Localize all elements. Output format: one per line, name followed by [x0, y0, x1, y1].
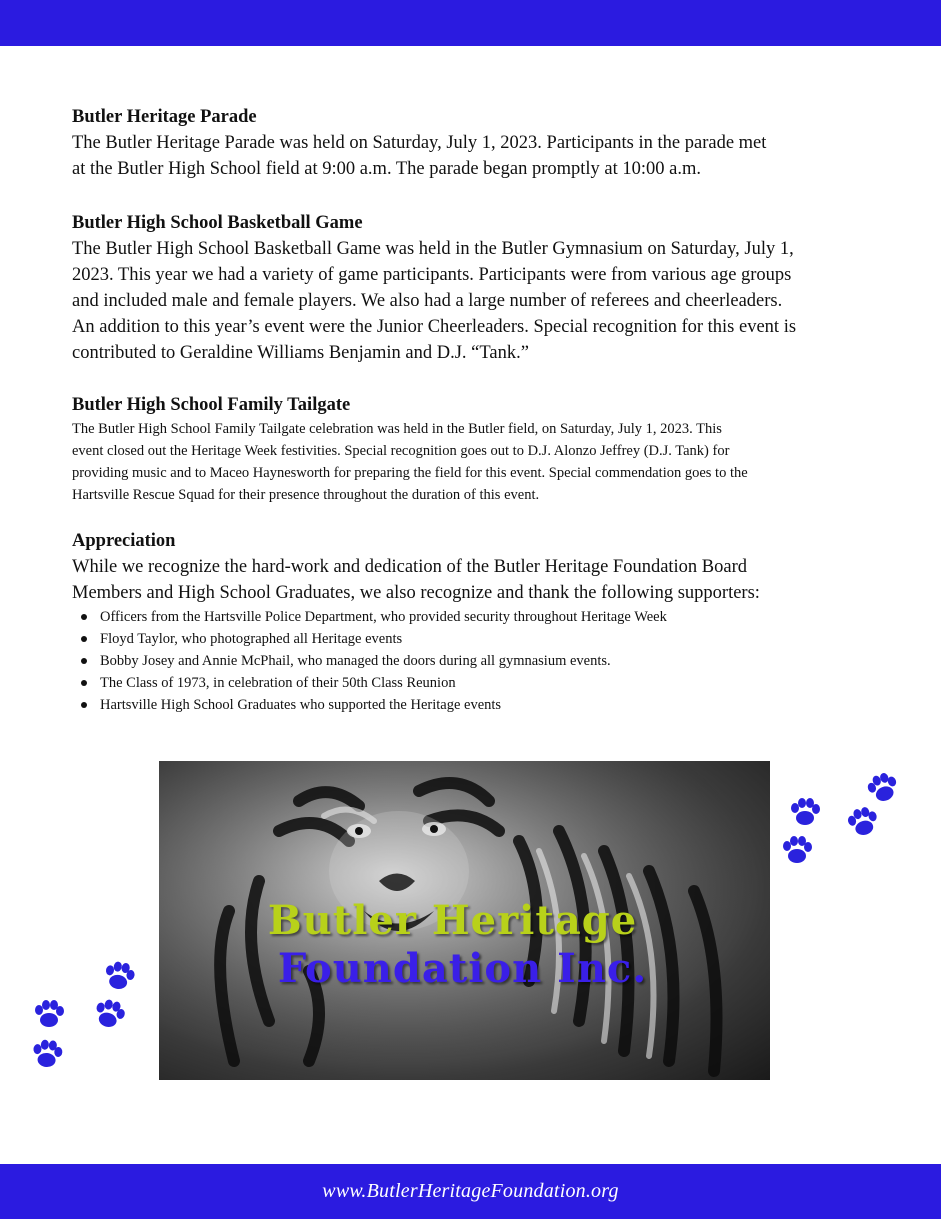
banner-title-line-1: Butler Heritage — [267, 897, 638, 944]
supporter-text: The Class of 1973, in celebration of their 50th Class Reunion — [100, 675, 456, 691]
bullet-icon — [81, 658, 87, 664]
list-item — [72, 606, 872, 628]
tailgate-heading: Butler High School Family Tailgate — [72, 395, 351, 415]
supporters-list — [72, 606, 872, 716]
list-item — [72, 628, 872, 650]
parade-line-2: at the Butler High School field at 9:00 a.m. The parade began promptly at 10:00 a.m. — [72, 159, 702, 179]
tailgate-line-1: The Butler High School Family Tailgate celebration was held in the Butler field, on Saturday, July 1, 2023. This — [72, 421, 722, 437]
paw-print-icon — [92, 998, 126, 1032]
banner-title-line-2: Foundation Inc. — [277, 945, 648, 992]
paw-print-icon — [846, 806, 880, 840]
supporter-text: Bobby Josey and Annie McPhail, who managed the doors during all gymnasium events. — [100, 653, 611, 669]
basketball-line-4: An addition to this year’s event were the Junior Cheerleaders. Special recognition for this event is — [72, 317, 797, 337]
bullet-icon — [81, 702, 87, 708]
tailgate-line-4: Hartsville Rescue Squad for their presence throughout the duration of this event. — [72, 487, 540, 503]
paw-print-icon — [32, 998, 66, 1032]
parade-line-1: The Butler Heritage Parade was held on Saturday, July 1, 2023. Participants in the parade met — [72, 133, 767, 153]
bullet-icon — [81, 680, 87, 686]
newsletter-content — [72, 104, 872, 716]
paw-print-icon — [788, 796, 822, 830]
list-item — [72, 672, 872, 694]
tiger-banner-image — [159, 761, 770, 1080]
footer-bar — [0, 1164, 941, 1219]
tailgate-line-2: event closed out the Heritage Week festivities. Special recognition goes out to D.J. Alonzo Jeffrey (D.J. Tank) for — [72, 443, 730, 459]
basketball-line-1: The Butler High School Basketball Game was held in the Butler Gymnasium on Saturday, July 1, — [72, 239, 794, 259]
appreciation-section — [72, 528, 872, 716]
basketball-section — [72, 210, 872, 366]
basketball-line-3: and included male and female players. We also had a large number of referees and cheerleaders. — [72, 291, 783, 311]
supporter-text: Hartsville High School Graduates who supported the Heritage events — [100, 697, 502, 713]
parade-section — [72, 104, 872, 182]
supporter-text: Officers from the Hartsville Police Department, who provided security throughout Heritage Week — [100, 609, 667, 625]
appreciation-line-2: Members and High School Graduates, we also recognize and thank the following supporters: — [72, 583, 760, 603]
appreciation-heading: Appreciation — [72, 531, 176, 551]
list-item — [72, 650, 872, 672]
basketball-line-5: contributed to Geraldine Williams Benjamin and D.J. “Tank.” — [72, 343, 529, 363]
top-header-bar — [0, 0, 941, 46]
footer-website-link[interactable]: www.ButlerHeritageFoundation.org — [322, 1180, 619, 1202]
basketball-line-2: 2023. This year we had a variety of game participants. Participants were from various age groups — [72, 265, 792, 285]
basketball-heading: Butler High School Basketball Game — [72, 213, 363, 233]
paw-print-icon — [780, 834, 814, 868]
paw-print-icon — [102, 960, 136, 994]
paw-print-icon — [866, 772, 900, 806]
tailgate-line-3: providing music and to Maceo Haynesworth for preparing the field for this event. Special commendation goes to the — [72, 465, 748, 481]
list-item — [72, 694, 872, 716]
supporter-text: Floyd Taylor, who photographed all Heritage events — [100, 631, 403, 647]
appreciation-line-1: While we recognize the hard-work and dedication of the Butler Heritage Foundation Board — [72, 557, 748, 577]
tailgate-section — [72, 392, 872, 506]
parade-heading: Butler Heritage Parade — [72, 107, 257, 127]
paw-print-icon — [30, 1038, 64, 1072]
bullet-icon — [81, 636, 87, 642]
bullet-icon — [81, 614, 87, 620]
